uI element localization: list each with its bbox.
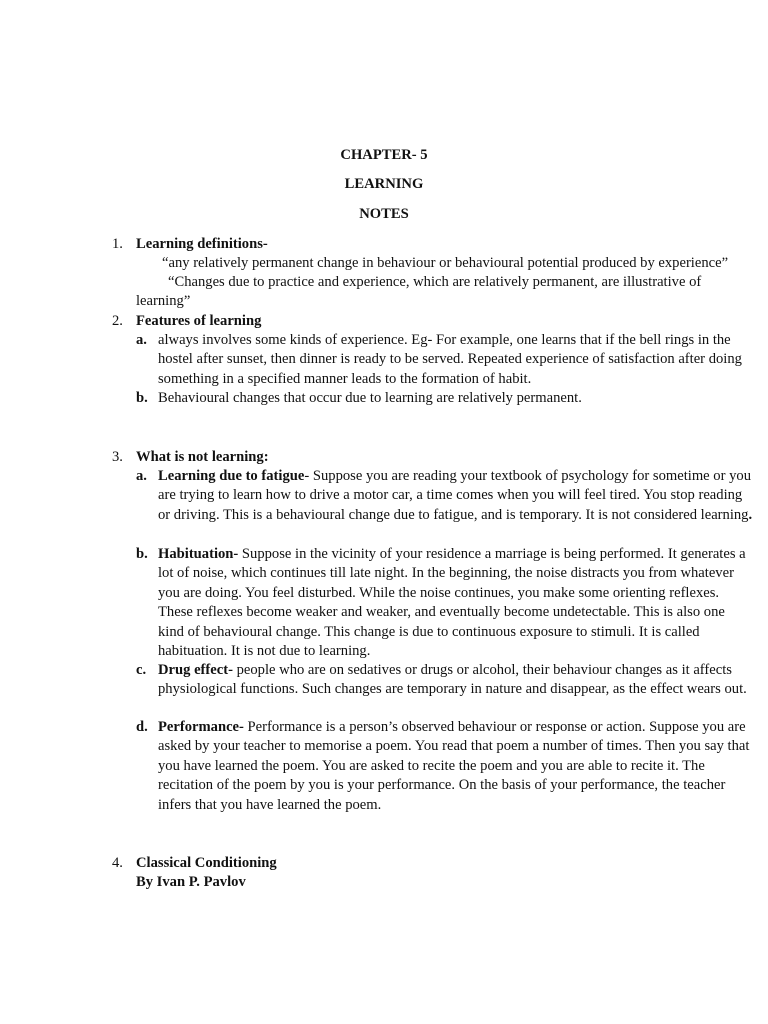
performance-term: Performance- [158,719,244,735]
performance-text: Performance is a person’s observed behaviour or response or action. Suppose you are asked by your teacher to memorise a poem. You read that poem a number of times. Then you say that you have learned the poem. You are asked to recite the poem and you are able to recite it. The recitation of the poem by you is your performance. On the basis of your performance, the teacher infers that you have learned the poem. [158,719,750,813]
section-1-title: Learning definitions- [136,236,268,252]
fatigue-term: Learning due to fatigue [158,468,305,484]
section-1-number: 1. [112,236,123,252]
not-learning-b-paragraph [158,545,754,661]
habituation-term: Habituation- [158,546,239,562]
not-learning-a-paragraph [158,467,754,525]
section-2-title: Features of learning [136,313,262,329]
chapter-heading: CHAPTER- 5 [340,147,428,163]
drug-effect-text: people who are on sedatives or drugs or alcohol, their behaviour changes as it affects physiological functions. Such changes are temporary in nature and disappear, as the effect wears out. [158,662,747,698]
notes-heading: NOTES [359,206,409,222]
chapter-title: LEARNING [344,176,424,192]
not-learning-c-paragraph [158,661,754,700]
feature-a-label: a. [136,332,147,348]
drug-effect-term: Drug effect- [158,662,233,678]
not-learning-a-label: a. [136,468,147,484]
definition-quote-1: “any relatively permanent change in behaviour or behavioural potential produced by experience” [162,255,729,271]
feature-b-label: b. [136,390,148,406]
fatigue-end-period: . [748,506,753,523]
section-2-number: 2. [112,313,123,329]
section-4-author: By Ivan P. Pavlov [136,874,246,890]
definition-quote-2: “Changes due to practice and experience, which are relatively permanent, are illustrative of learning” [136,274,702,310]
not-learning-d-label: d. [136,719,148,735]
not-learning-b-label: b. [136,546,148,562]
section-3-title: What is not learning: [136,449,269,465]
not-learning-d-paragraph [158,718,754,815]
habituation-text: Suppose in the vicinity of your residence a marriage is being performed. It generates a lot of noise, which continues till late night. In the beginning, the noise distracts you from whatever you are doing. You feel disturbed. While the noise continues, you make some orienting reflexes. These reflexes become weaker and weaker, and eventually become undetectable. This is also one kind of behavioural change. This change is due to continuous exposure to stimuli. It is called habituation. It is not due to learning. [158,546,746,660]
section-4-title: Classical Conditioning [136,855,277,871]
feature-a-text: always involves some kinds of experience. Eg- For example, one learns that if the bell rings in the hostel after sunset, then dinner is ready to be served. Repeated experience of satisfaction after doing something in a specified manner leads to the formation of habit. [158,332,742,387]
fatigue-dash: - [304,468,310,484]
section-3-number: 3. [112,449,123,465]
section-4-number: 4. [112,855,123,871]
not-learning-c-label: c. [136,662,147,678]
fatigue-text: Suppose you are reading your textbook of psychology for sometime or you are trying to learn how to drive a motor car, a time comes when you will feel tired. You stop reading or driving. This is a behavioural change due to fatigue, and is temporary. It is not considered learning [158,468,752,523]
feature-b-text: Behavioural changes that occur due to learning are relatively permanent. [158,390,582,406]
